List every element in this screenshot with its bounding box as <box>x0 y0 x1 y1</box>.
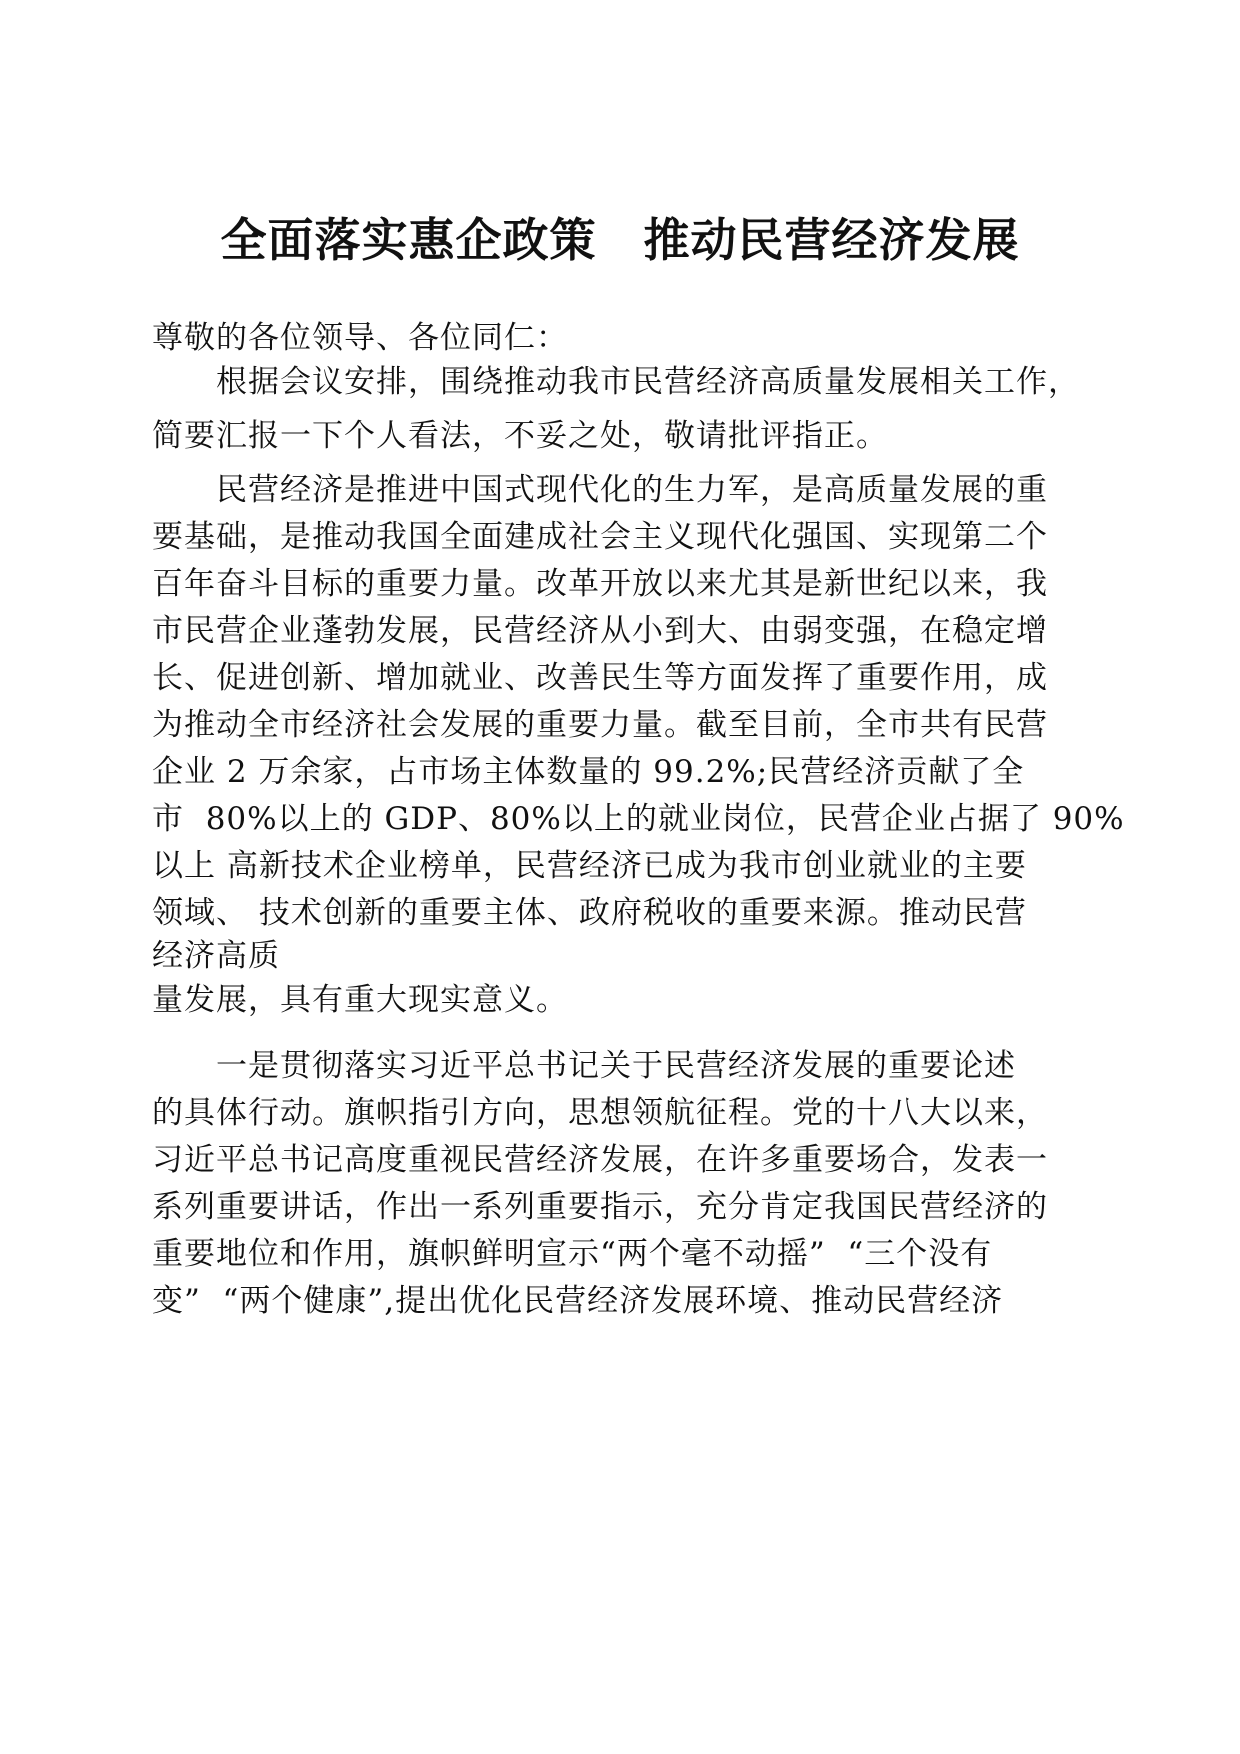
salutation: 尊敬的各位领导、各位同仁： <box>152 320 568 356</box>
paragraph-2-line: 经济高质 <box>152 938 280 974</box>
paragraph-2-line: 为推动全市经济社会发展的重要力量。截至目前，全市共有民营 <box>152 707 1048 743</box>
paragraph-2-line: 量发展，具有重大现实意义。 <box>152 982 568 1018</box>
document-title: 全面落实惠企政策 推动民营经济发展 <box>220 213 1020 267</box>
paragraph-2-line: 民营经济是推进中国式现代化的生力军，是高质量发展的重 <box>152 472 1048 508</box>
paragraph-3-line: 变” “两个健康”,提出优化民营经济发展环境、推动民营经济 <box>152 1283 1004 1319</box>
paragraph-3-line: 重要地位和作用，旗帜鲜明宣示“两个毫不动摇” “三个没有 <box>152 1236 993 1272</box>
paragraph-3-line: 一是贯彻落实习近平总书记关于民营经济发展的重要论述 <box>152 1048 1016 1084</box>
paragraph-1-line: 简要汇报一下个人看法，不妥之处，敬请批评指正。 <box>152 418 888 454</box>
paragraph-3-line: 的具体行动。旗帜指引方向，思想领航征程。党的十八大以来， <box>152 1095 1048 1131</box>
paragraph-3-line: 习近平总书记高度重视民营经济发展，在许多重要场合，发表一 <box>152 1142 1048 1178</box>
paragraph-2-line: 企业 2 万余家，占市场主体数量的 99.2%;民营经济贡献了全 <box>152 754 1025 790</box>
paragraph-2-line: 以上 高新技术企业榜单，民营经济已成为我市创业就业的主要 <box>152 848 1027 884</box>
paragraph-2-line: 市 80%以上的 GDP、80%以上的就业岗位，民营企业占据了 90% <box>152 801 1125 837</box>
paragraph-2-line: 要基础，是推动我国全面建成社会主义现代化强国、实现第二个 <box>152 519 1048 555</box>
paragraph-1-line: 根据会议安排，围绕推动我市民营经济高质量发展相关工作， <box>152 364 1080 400</box>
paragraph-2-line: 市民营企业蓬勃发展，民营经济从小到大、由弱变强，在稳定增 <box>152 613 1048 649</box>
paragraph-2-line: 百年奋斗目标的重要力量。改革开放以来尤其是新世纪以来，我 <box>152 566 1048 602</box>
paragraph-3-line: 系列重要讲话，作出一系列重要指示，充分肯定我国民营经济的 <box>152 1189 1048 1225</box>
paragraph-2-line: 长、促进创新、增加就业、改善民生等方面发挥了重要作用，成 <box>152 660 1048 696</box>
paragraph-2-line: 领域、 技术创新的重要主体、政府税收的重要来源。推动民营 <box>152 895 1027 931</box>
